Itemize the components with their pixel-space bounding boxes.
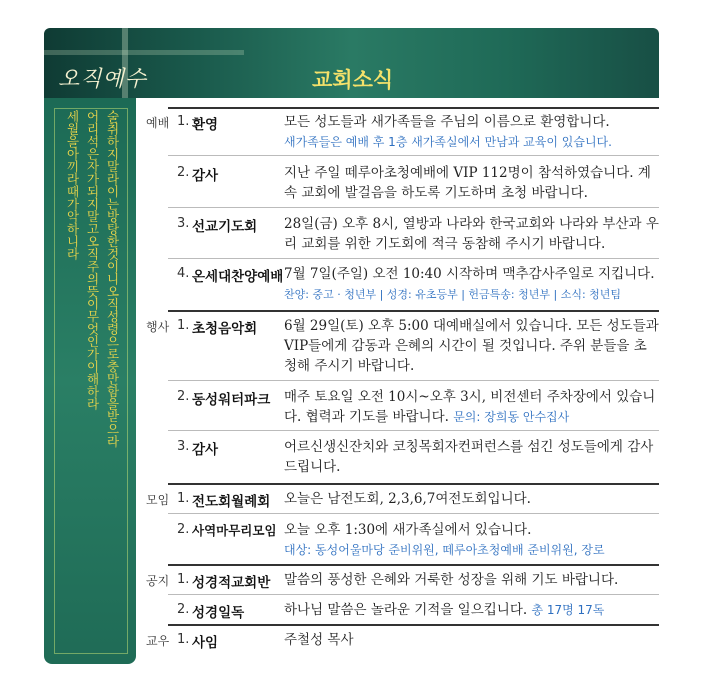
item-title: 전도회월례회: [192, 494, 271, 510]
page-title: 교회소식: [312, 68, 394, 92]
item-desc: 지난 주일 떼루아초청예배에 VIP 112명이 참석하였습니다. 계속 교회에 발걸음을 하도록 기도하며 초청 바랍니다.: [284, 165, 651, 201]
item-number: 3.: [177, 439, 190, 454]
item-divider: [168, 258, 659, 259]
item-note: 새가족들은 예배 후 1층 새가족실에서 만남과 교육이 있습니다.: [284, 135, 612, 149]
item-desc: [284, 264, 659, 305]
category-label: 모임: [146, 493, 170, 507]
item-title: 초청음악회: [192, 321, 258, 337]
item-desc-text: 모든 성도들과 새가족들을 주님의 이름으로 환영합니다.: [284, 114, 610, 130]
item-note: 대상: 동성어울마당 준비위원, 떼루아초청예배 준비위원, 장로: [284, 543, 605, 557]
item-divider: [168, 155, 659, 156]
category-label: 예배: [146, 116, 170, 130]
item-desc: 6월 29일(토) 오후 5:00 대예배실에서 있습니다. 모든 성도들과 VIP들에게 감동과 은혜의 시간이 될 것입니다. 주위 분들을 초청해 주시기 바랍니다.: [284, 318, 659, 374]
item-number: 2.: [177, 522, 190, 537]
section-divider: [168, 107, 659, 109]
item-desc-text: 7월 7일(주일) 오전 10:40 시작하며 맥추감사주일로 지킵니다.: [284, 266, 655, 282]
item-divider: [168, 513, 659, 514]
item-number: 1.: [177, 114, 190, 129]
item-desc: [284, 112, 659, 152]
item-number: 4.: [177, 266, 190, 281]
item-desc-text: 하나님 말씀은 놀라운 기적을 일으킵니다.: [284, 602, 528, 618]
section-divider: [168, 483, 659, 485]
item-desc: [284, 520, 659, 560]
item-note: 문의: 장희동 안수집사: [453, 410, 570, 424]
item-desc: 28일(금) 오후 8시, 열방과 나라와 한국교회와 나라와 부산과 우리 교회를 위한 기도회에 적극 동참해 주시기 바랍니다.: [284, 216, 659, 252]
item-desc: [284, 387, 659, 427]
item-title: 동성워터파크: [192, 392, 271, 408]
item-desc-text: 매주 토요일 오전 10시~오후 3시, 비전센터 주차장에서 있습니다. 협력과 기도를 바랍니다.: [284, 389, 656, 425]
section-divider: [168, 310, 659, 312]
banner: [44, 28, 659, 98]
item-title: 선교기도회: [192, 219, 258, 235]
category-label: 행사: [146, 320, 170, 334]
section-divider: [168, 624, 659, 626]
item-desc: 말씀의 풍성한 은혜와 거룩한 성장을 위해 기도 바랍니다.: [284, 572, 619, 588]
verse-column-2: 어리석은자가되지말고오직주의뜻이무엇인가이해하라: [85, 110, 100, 410]
category-label: 공지: [146, 574, 170, 588]
section-divider: [168, 564, 659, 566]
item-number: 3.: [177, 216, 190, 231]
verse-column-1: 술취하지말라이는방탕한것이니오직성령으로충만함을받으라: [105, 110, 120, 448]
item-title: 사역마무리모임: [192, 523, 277, 538]
side-panel: [44, 98, 136, 664]
item-title: 성경적교회반: [192, 575, 271, 591]
item-title: 온세대찬양예배: [192, 269, 284, 285]
item-desc: 오늘은 남전도회, 2,3,6,7여전도회입니다.: [284, 491, 531, 507]
item-desc-text: 오늘 오후 1:30에 새가족실에서 있습니다.: [284, 522, 532, 538]
item-note: 찬양: 중고 · 청년부 | 성경: 유초등부 | 헌금특송: 청년부 | 소식: 청년팀: [284, 288, 622, 301]
item-number: 1.: [177, 572, 190, 587]
verse-column-3: 세월을아끼라때가악하니라: [65, 110, 80, 260]
item-number: 2.: [177, 165, 190, 180]
item-note: 총 17명 17독: [531, 603, 605, 617]
item-number: 2.: [177, 389, 190, 404]
item-divider: [168, 430, 659, 431]
item-title: 감사: [192, 442, 219, 458]
item-title: 환영: [192, 117, 219, 133]
logo: 오직예수: [58, 67, 148, 92]
item-divider: [168, 594, 659, 595]
cross-decoration-horizontal: [44, 50, 244, 55]
item-desc: 어르신생신잔치와 코칭목회자컨퍼런스를 섬긴 성도들에게 감사드립니다.: [284, 439, 654, 475]
item-number: 1.: [177, 491, 190, 506]
category-label: 교우: [146, 634, 170, 648]
item-divider: [168, 380, 659, 381]
item-title: 성경일독: [192, 605, 245, 621]
item-title: 감사: [192, 168, 219, 184]
item-number: 2.: [177, 602, 190, 617]
item-desc: 주철성 목사: [284, 632, 354, 648]
item-number: 1.: [177, 318, 190, 333]
item-desc: [284, 600, 659, 620]
item-title: 사임: [192, 635, 219, 651]
item-divider: [168, 207, 659, 208]
item-number: 1.: [177, 632, 190, 647]
